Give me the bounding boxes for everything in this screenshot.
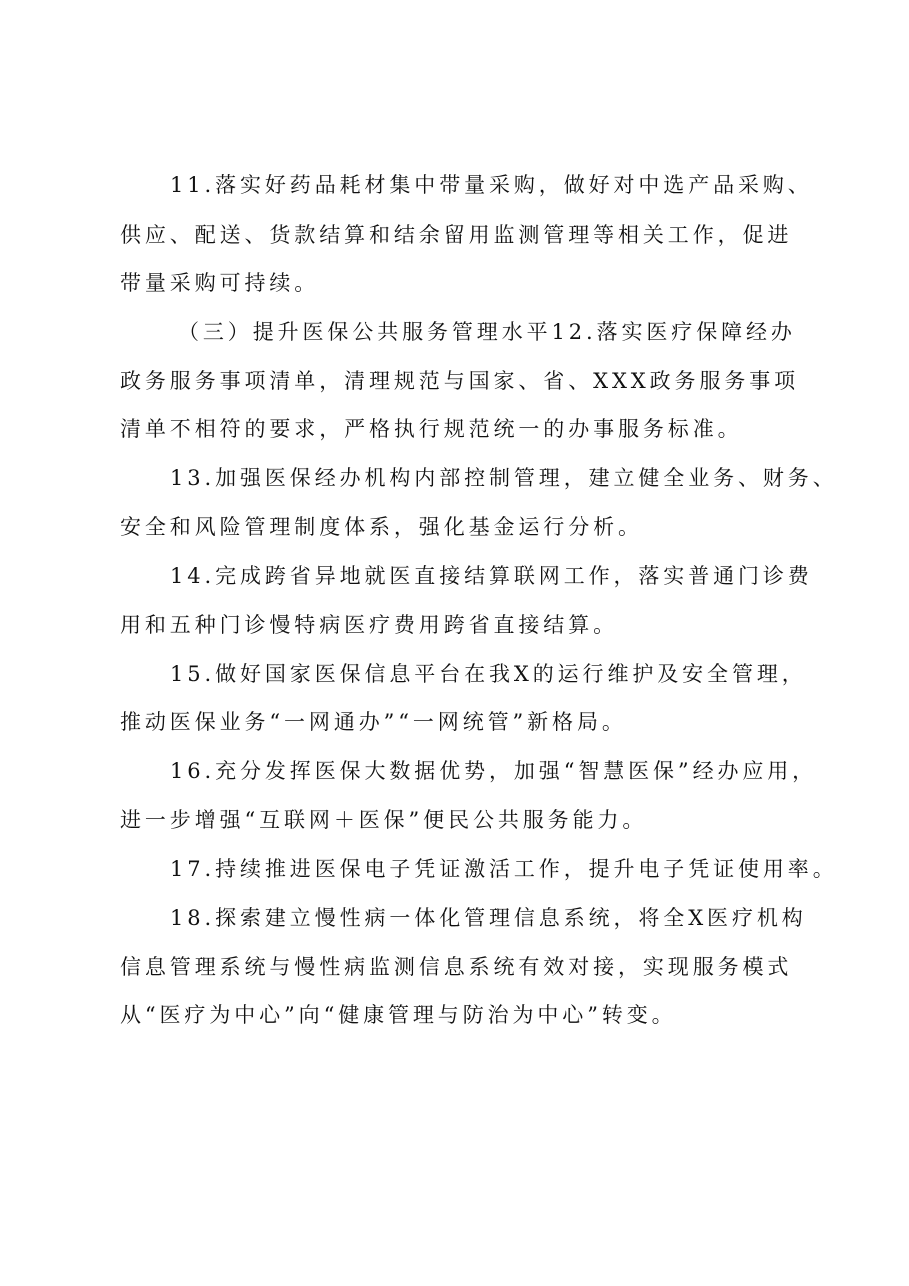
paragraph-12-line-2: 政务服务事项清单，清理规范与国家、省、XXX政务服务事项 — [120, 369, 800, 393]
paragraph-13-line-2: 安全和风险管理制度体系，强化基金运行分析。 — [120, 515, 643, 539]
paragraph-11-line-1: 11.落实好药品耗材集中带量采购，做好对中选产品采购、 — [170, 173, 813, 197]
paragraph-18-line-1: 18.探索建立慢性病一体化管理信息系统，将全X医疗机构 — [170, 906, 807, 930]
paragraph-14-line-1: 14.完成跨省异地就医直接结算联网工作，落实普通门诊费 — [170, 564, 813, 588]
paragraph-16-line-1: 16.充分发挥医保大数据优势，加强“智慧医保”经办应用， — [170, 759, 818, 783]
paragraph-13-line-1: 13.加强医保经办机构内部控制管理，建立健全业务、财务、 — [170, 466, 838, 490]
paragraph-15-line-1: 15.做好国家医保信息平台在我X的运行维护及安全管理， — [170, 662, 807, 686]
paragraph-18-line-2: 信息管理系统与慢性病监测信息系统有效对接，实现服务模式 — [120, 955, 793, 979]
paragraph-11-line-3: 带量采购可持续。 — [120, 271, 320, 295]
paragraph-11-line-2: 供应、配送、货款结算和结余留用监测管理等相关工作，促进 — [120, 223, 793, 247]
paragraph-12-line-3: 清单不相符的要求，严格执行规范统一的办事服务标准。 — [120, 417, 743, 441]
paragraph-16-line-2: 进一步增强“互联网＋医保”便民公共服务能力。 — [120, 808, 648, 832]
paragraph-18-line-3: 从“医疗为中心”向“健康管理与防治为中心”转变。 — [120, 1003, 677, 1027]
paragraph-15-line-2: 推动医保业务“一网通办”“一网统管”新格局。 — [120, 710, 627, 734]
paragraph-14-line-2: 用和五种门诊慢特病医疗费用跨省直接结算。 — [120, 613, 618, 637]
paragraph-17-line-1: 17.持续推进医保电子凭证激活工作，提升电子凭证使用率。 — [170, 857, 838, 881]
section-3-heading-line-1: （三）提升医保公共服务管理水平12.落实医疗保障经办 — [178, 320, 796, 344]
